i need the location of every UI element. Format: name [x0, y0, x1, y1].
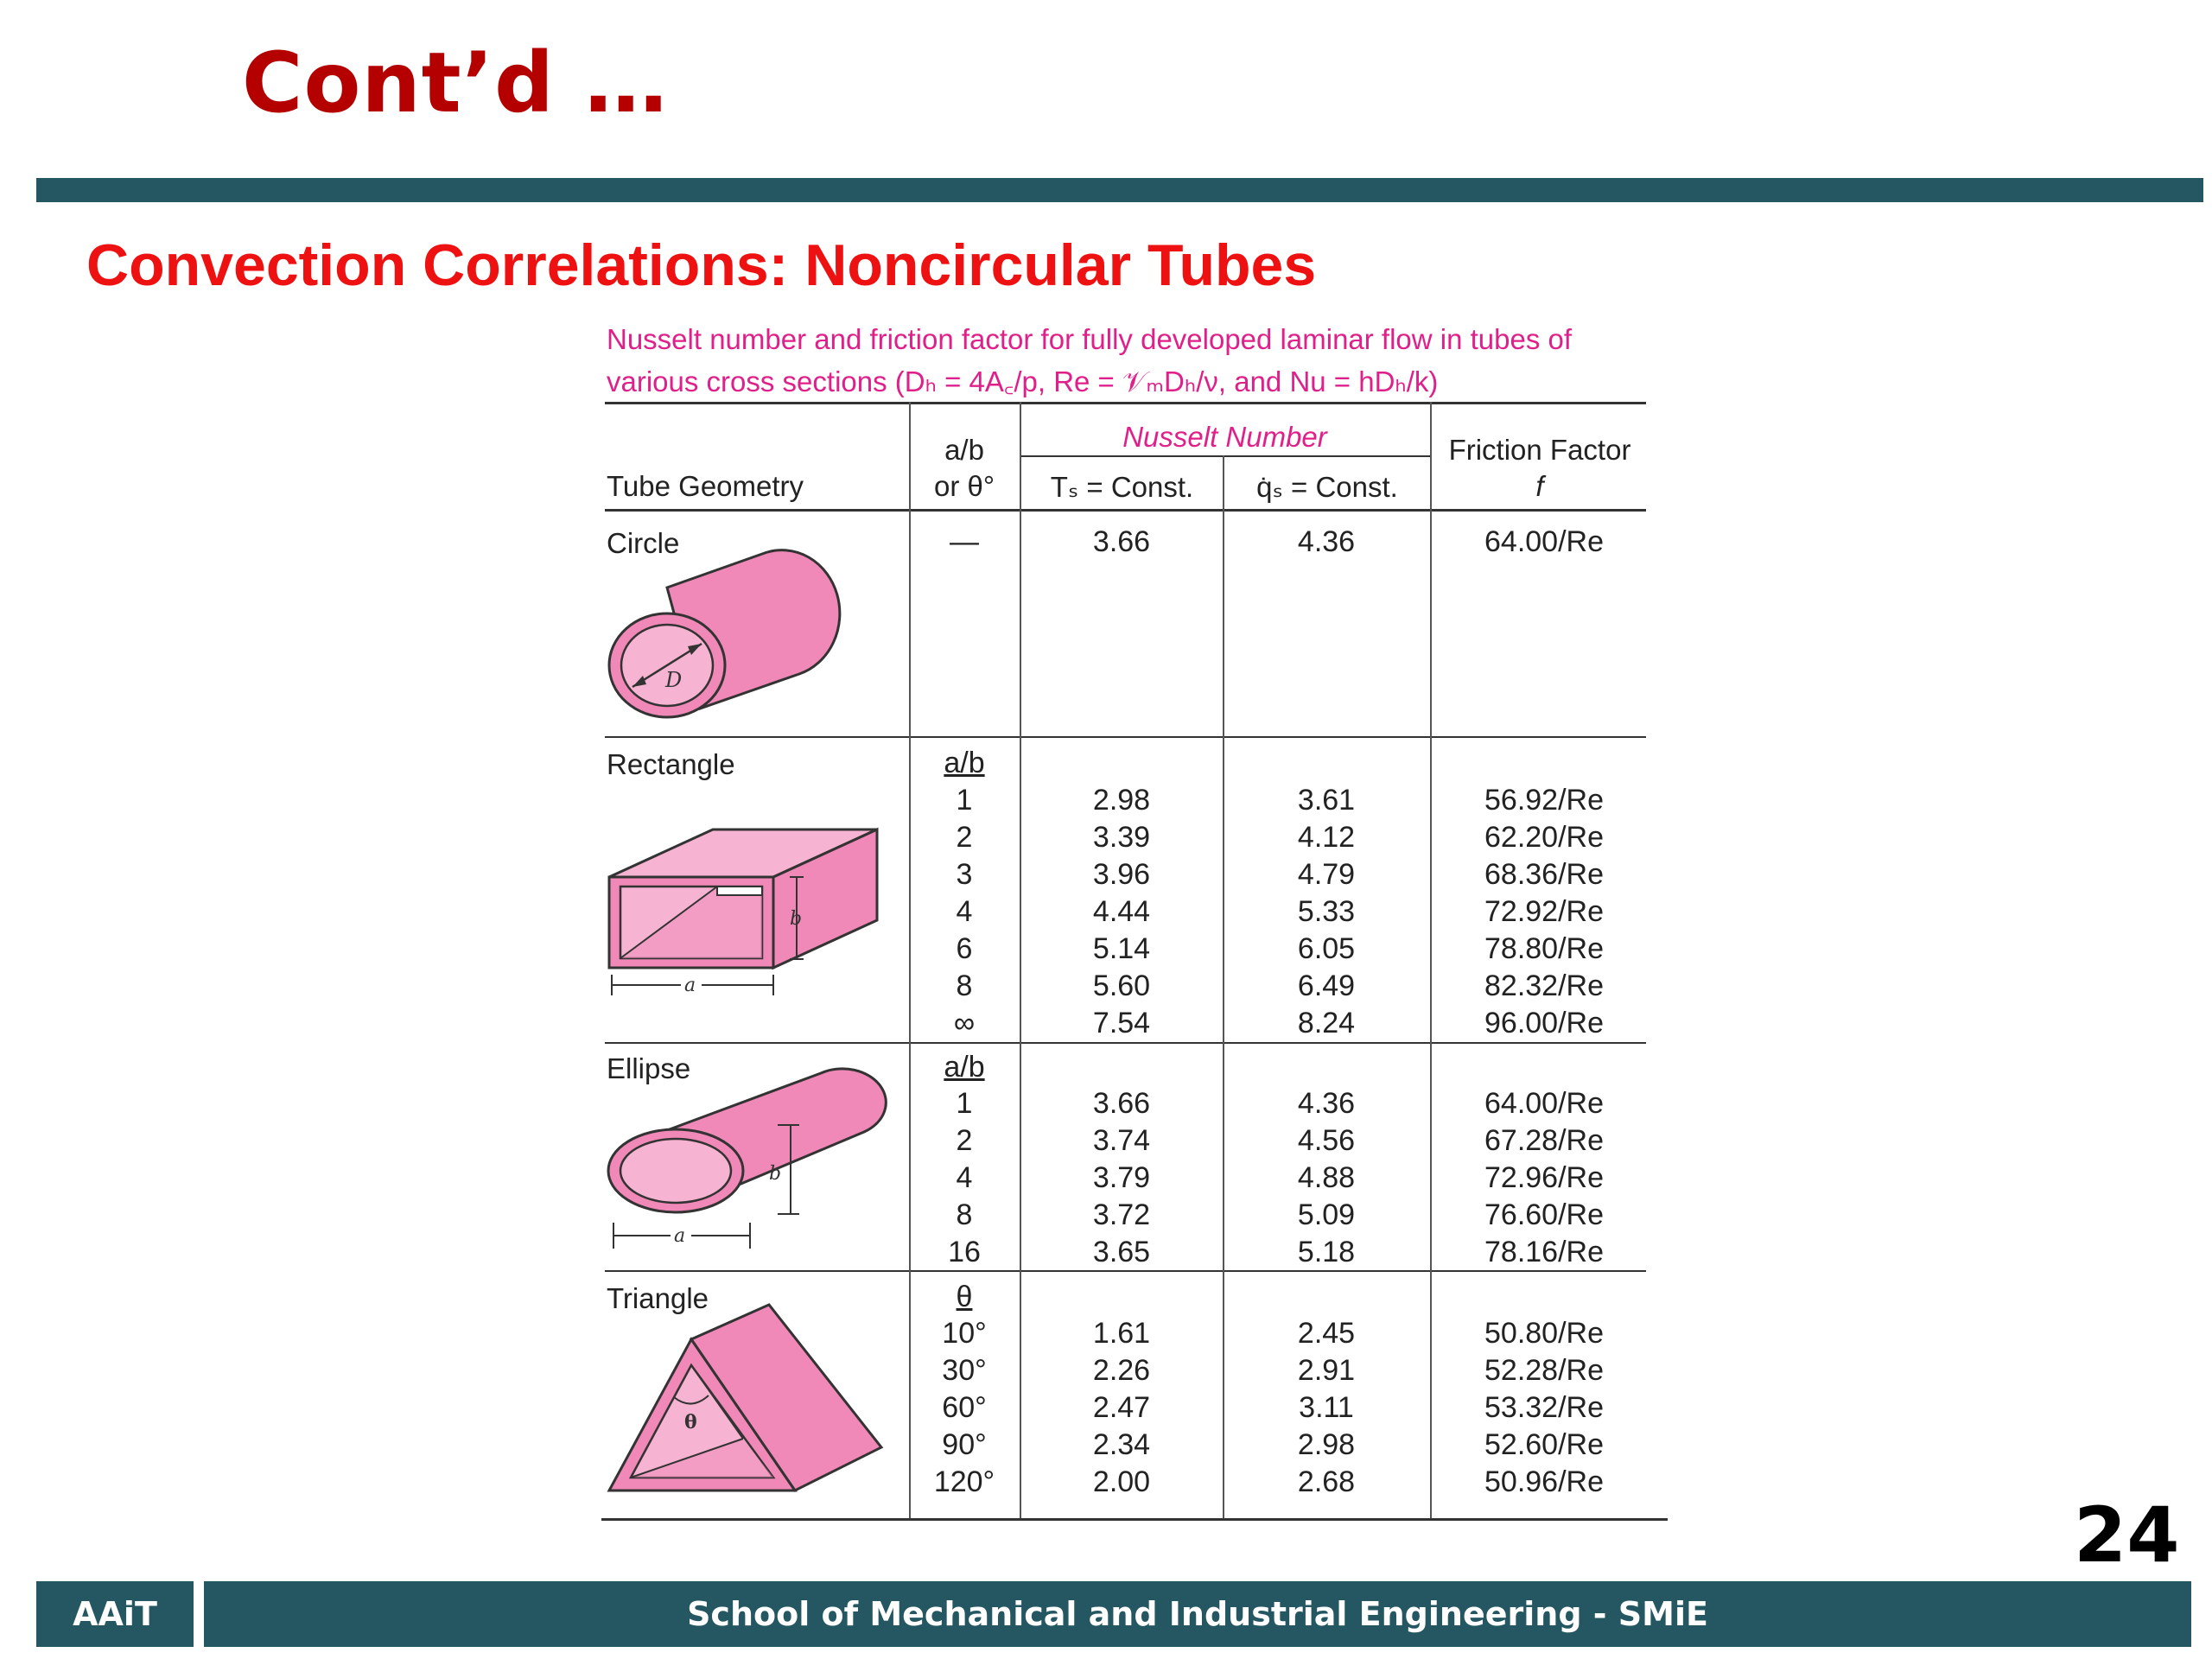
header-nusselt-number: Nusselt Number	[1122, 421, 1327, 453]
table-cell: 5.60	[1092, 969, 1151, 1002]
table-cell: 16	[948, 1236, 981, 1268]
table-cell: 78.16/Re	[1484, 1236, 1604, 1268]
table-cell: 96.00/Re	[1484, 1007, 1604, 1039]
table-cell: 3.11	[1299, 1391, 1354, 1424]
rectangle-param-column	[895, 782, 1033, 1042]
table-cell: 72.96/Re	[1484, 1161, 1604, 1194]
table-cell: 4.36	[1297, 1087, 1356, 1120]
rectangle-ts-column	[1052, 782, 1191, 1042]
table-cell: 3.96	[1092, 858, 1151, 891]
table-cell: 6	[956, 932, 973, 965]
rectangle-diagram-label-a: a	[684, 975, 696, 996]
group-name-ellipse: Ellipse	[607, 1052, 691, 1084]
slide-subtitle: Convection Correlations: Noncircular Tubes	[86, 232, 1317, 298]
table-cell: 68.36/Re	[1484, 858, 1604, 891]
group-separator	[605, 1042, 1646, 1044]
table-cell: 1	[956, 784, 973, 817]
table-cell: 3	[956, 858, 973, 891]
header-friction-factor: Friction Factor	[1448, 434, 1631, 466]
footer-institution-label: AAiT	[73, 1595, 157, 1633]
ellipse-qs-column	[1257, 1085, 1395, 1271]
group-name-rectangle: Rectangle	[607, 748, 735, 780]
triangle-diagram-label-theta: θ	[684, 1411, 697, 1433]
slide-title: Cont’d …	[242, 35, 669, 131]
table-cell: 120°	[933, 1465, 995, 1498]
header-friction-f: f	[1535, 470, 1544, 502]
circle-friction: 64.00/Re	[1484, 525, 1604, 558]
rectangle-qs-column	[1257, 782, 1395, 1042]
table-cell: 78.80/Re	[1484, 932, 1604, 965]
table-cell: 4.88	[1297, 1161, 1356, 1194]
table-cell: 4.12	[1297, 821, 1356, 854]
table-cell: 10°	[942, 1317, 987, 1350]
table-cell: 53.32/Re	[1484, 1391, 1604, 1424]
ellipse-param-column	[895, 1085, 1033, 1271]
footer-school-label: School of Mechanical and Industrial Engineering - SMiE	[687, 1595, 1708, 1633]
ellipse-diagram-label-b: b	[769, 1163, 782, 1185]
table-caption-line-2: various cross sections (Dₕ = 4A꜀/p, Re = 𝒱ₘDₕ/ν, and Nu = hDₕ/k)	[607, 365, 1439, 397]
group-separator	[605, 736, 1646, 738]
table-cell: 1.61	[1092, 1317, 1151, 1350]
circle-tube-diagram	[605, 544, 855, 730]
table-cell: 67.28/Re	[1484, 1124, 1604, 1157]
table-cell: ∞	[953, 1007, 976, 1039]
rectangle-diagram-label-b: b	[790, 908, 803, 930]
ellipse-param-label: a/b	[944, 1051, 985, 1084]
table-cell: 2	[956, 821, 973, 854]
header-ts-const: Tₛ = Const.	[1050, 471, 1194, 503]
table-cell: 3.79	[1092, 1161, 1151, 1194]
ellipse-ts-column	[1052, 1085, 1191, 1271]
circle-diagram-label: D	[665, 668, 683, 692]
triangle-friction-column	[1484, 1315, 1649, 1501]
table-cell: 50.96/Re	[1484, 1465, 1604, 1498]
table-cell: 5.09	[1297, 1198, 1356, 1231]
table-cell: 50.80/Re	[1484, 1317, 1604, 1350]
table-cell: 64.00/Re	[1484, 1087, 1604, 1120]
nusselt-group-rule	[1020, 455, 1430, 457]
page-number: 24	[2074, 1491, 2180, 1580]
footer-institution-badge	[36, 1581, 194, 1647]
table-cell: 7.54	[1092, 1007, 1151, 1039]
table-cell: 30°	[942, 1354, 987, 1387]
ellipse-diagram-label-a: a	[674, 1225, 686, 1247]
table-cell: 4	[956, 1161, 973, 1194]
table-cell: 2	[956, 1124, 973, 1157]
table-cell: 2.98	[1092, 784, 1151, 817]
table-cell: 8	[956, 1198, 973, 1231]
header-theta: or θ°	[933, 470, 995, 502]
table-cell: 2.91	[1297, 1354, 1356, 1387]
table-cell: 2.34	[1092, 1428, 1151, 1461]
group-name-triangle: Triangle	[607, 1282, 709, 1314]
table-cell: 4.44	[1092, 895, 1151, 928]
table-cell: 4.79	[1297, 858, 1356, 891]
table-cell: 4	[956, 895, 973, 928]
table-cell: 56.92/Re	[1484, 784, 1604, 817]
table-cell: 2.26	[1092, 1354, 1151, 1387]
table-cell: 8	[956, 969, 973, 1002]
table-cell: 72.92/Re	[1484, 895, 1604, 928]
table-cell: 6.49	[1297, 969, 1356, 1002]
header-ab: a/b	[944, 434, 984, 466]
header-divider-bar	[36, 178, 2203, 202]
table-cell: 2.68	[1297, 1465, 1356, 1498]
circle-param: —	[950, 525, 979, 558]
table-bottom-rule	[601, 1518, 1668, 1521]
header-tube-geometry: Tube Geometry	[607, 470, 804, 502]
table-cell: 3.65	[1092, 1236, 1151, 1268]
table-cell: 3.66	[1092, 1087, 1151, 1120]
table-cell: 62.20/Re	[1484, 821, 1604, 854]
rectangle-tube-diagram	[605, 812, 890, 1002]
column-divider	[1430, 402, 1432, 1518]
triangle-ts-column	[1052, 1315, 1191, 1501]
table-cell: 82.32/Re	[1484, 969, 1604, 1002]
table-cell: 5.33	[1297, 895, 1356, 928]
table-cell: 2.45	[1297, 1317, 1356, 1350]
column-divider	[1223, 455, 1224, 1518]
table-cell: 3.74	[1092, 1124, 1151, 1157]
rectangle-param-label: a/b	[944, 747, 985, 779]
table-cell: 6.05	[1297, 932, 1356, 965]
footer-school-bar	[204, 1581, 2191, 1647]
triangle-tube-diagram	[605, 1300, 890, 1503]
table-cell: 76.60/Re	[1484, 1198, 1604, 1231]
triangle-param-label: θ	[956, 1281, 973, 1313]
table-top-rule	[605, 402, 1646, 404]
table-cell: 5.18	[1297, 1236, 1356, 1268]
table-cell: 3.72	[1092, 1198, 1151, 1231]
table-cell: 3.61	[1297, 784, 1356, 817]
table-cell: 52.28/Re	[1484, 1354, 1604, 1387]
table-cell: 60°	[942, 1391, 987, 1424]
table-cell: 52.60/Re	[1484, 1428, 1604, 1461]
header-bottom-rule	[605, 509, 1646, 512]
table-cell: 2.98	[1297, 1428, 1356, 1461]
group-name-circle: Circle	[607, 527, 680, 559]
circle-qs: 4.36	[1297, 525, 1356, 558]
table-cell: 5.14	[1092, 932, 1151, 965]
rectangle-friction-column	[1484, 782, 1649, 1042]
ellipse-friction-column	[1484, 1085, 1649, 1271]
table-cell: 3.39	[1092, 821, 1151, 854]
table-cell: 90°	[942, 1428, 987, 1461]
table-cell: 2.47	[1092, 1391, 1151, 1424]
table-cell: 4.56	[1297, 1124, 1356, 1157]
table-cell: 2.00	[1092, 1465, 1151, 1498]
triangle-qs-column	[1257, 1315, 1395, 1501]
table-cell: 1	[956, 1087, 973, 1120]
header-qs-const: q̇ₛ = Const.	[1256, 471, 1398, 503]
circle-ts: 3.66	[1092, 525, 1151, 558]
table-cell: 8.24	[1297, 1007, 1356, 1039]
ellipse-tube-diagram	[605, 1063, 890, 1262]
triangle-param-column	[895, 1315, 1033, 1501]
table-caption-line-1: Nusselt number and friction factor for fully developed laminar flow in tubes of	[607, 323, 1573, 355]
